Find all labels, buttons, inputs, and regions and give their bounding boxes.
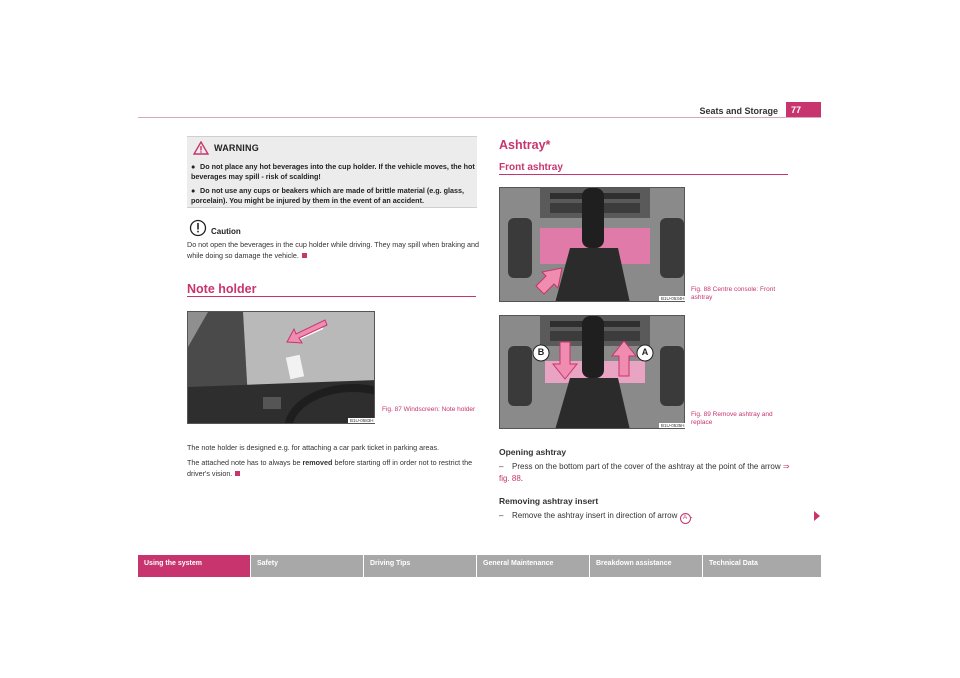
removing-text: Remove the ashtray insert in direction of arrow bbox=[512, 511, 678, 520]
tab-general-maintenance[interactable]: General Maintenance bbox=[477, 555, 590, 577]
ashtray-heading: Ashtray* bbox=[499, 138, 551, 152]
tab-safety[interactable]: Safety bbox=[251, 555, 364, 577]
figure-88 bbox=[499, 187, 685, 302]
bullet-icon: ● bbox=[191, 186, 196, 195]
figure-87-caption: Fig. 87 Windscreen: Note holder bbox=[382, 406, 476, 413]
caution-icon bbox=[189, 219, 207, 237]
para2-pre: The attached note has to always be bbox=[187, 458, 303, 467]
opening-ashtray-heading: Opening ashtray bbox=[499, 447, 567, 457]
removing-ashtray-heading: Removing ashtray insert bbox=[499, 496, 599, 506]
note-holder-rule bbox=[187, 296, 476, 297]
figure-89-label-a: A bbox=[641, 347, 649, 357]
caution-text bbox=[187, 239, 479, 261]
arrow-label-a: A bbox=[680, 513, 691, 524]
header-title: Seats and Storage bbox=[699, 106, 778, 116]
footer-nav bbox=[138, 555, 821, 577]
front-ashtray-subheading: Front ashtray bbox=[499, 162, 563, 173]
figure-89-label-b: B bbox=[537, 347, 545, 357]
tab-using-the-system[interactable]: Using the system bbox=[138, 555, 251, 577]
removing-ashtray-text: – Remove the ashtray insert in direction of arrow A . bbox=[499, 510, 791, 524]
warning-triangle-icon bbox=[193, 141, 209, 155]
pointer-arrow-icon bbox=[283, 318, 328, 348]
tab-breakdown-assistance[interactable]: Breakdown assistance bbox=[590, 555, 703, 577]
header-rule bbox=[138, 117, 821, 118]
figure-89-code: B1U-0535H bbox=[661, 423, 685, 428]
caution-title: Caution bbox=[211, 227, 241, 236]
bullet-icon: ● bbox=[191, 162, 196, 171]
warning-item bbox=[191, 186, 475, 206]
fig-88-ref[interactable]: fig. 88 bbox=[499, 474, 521, 483]
dash: – bbox=[499, 462, 504, 471]
ref-arrow-icon: ⇒ bbox=[782, 462, 790, 471]
figure-88-code: B1U-0534H bbox=[661, 296, 685, 301]
note-holder-para1: The note holder is designed e.g. for attaching a car park ticket in parking areas. bbox=[187, 443, 440, 452]
figure-89-caption: Fig. 89 Remove ashtray and replace bbox=[691, 411, 773, 426]
figure-89 bbox=[499, 315, 685, 429]
figure-87-code: B1U-0583H bbox=[350, 418, 374, 423]
caution-text-content: Do not open the beverages in the cup holder while driving. They may spill when braking and while doing so damage the vehicle. bbox=[187, 240, 479, 260]
para2-bold: removed bbox=[302, 458, 333, 467]
warning-item-text: Do not use any cups or beakers which are made of brittle material (e.g. glass, porcelain). You might be injured by them in the event of an accident. bbox=[191, 186, 465, 205]
tab-driving-tips[interactable]: Driving Tips bbox=[364, 555, 477, 577]
dash: – bbox=[499, 511, 504, 520]
front-ashtray-rule bbox=[499, 174, 788, 175]
next-page-arrow-icon[interactable] bbox=[814, 511, 820, 521]
tab-technical-data[interactable]: Technical Data bbox=[703, 555, 821, 577]
figure-87 bbox=[187, 311, 375, 424]
section-end-icon bbox=[302, 253, 307, 258]
page-number: 77 bbox=[786, 102, 821, 118]
para2-post: before starting off in order not to restrict the driver's vision. bbox=[187, 458, 473, 478]
warning-title: WARNING bbox=[214, 143, 259, 153]
opening-ashtray-text: – Press on the bottom part of the cover of the ashtray at the point of the arrow ⇒ fig. 88. bbox=[499, 462, 790, 483]
warning-item bbox=[191, 162, 475, 182]
warning-item-text: Do not place any hot beverages into the cup holder. If the vehicle moves, the hot beverages may spill - risk of scalding! bbox=[191, 162, 475, 181]
note-holder-para2 bbox=[187, 457, 479, 479]
figure-88-caption: Fig. 88 Centre console: Front ashtray bbox=[691, 286, 776, 301]
note-holder-heading: Note holder bbox=[187, 282, 257, 296]
section-end-icon bbox=[235, 471, 240, 476]
opening-text: Press on the bottom part of the cover of the ashtray at the point of the arrow bbox=[512, 462, 781, 471]
